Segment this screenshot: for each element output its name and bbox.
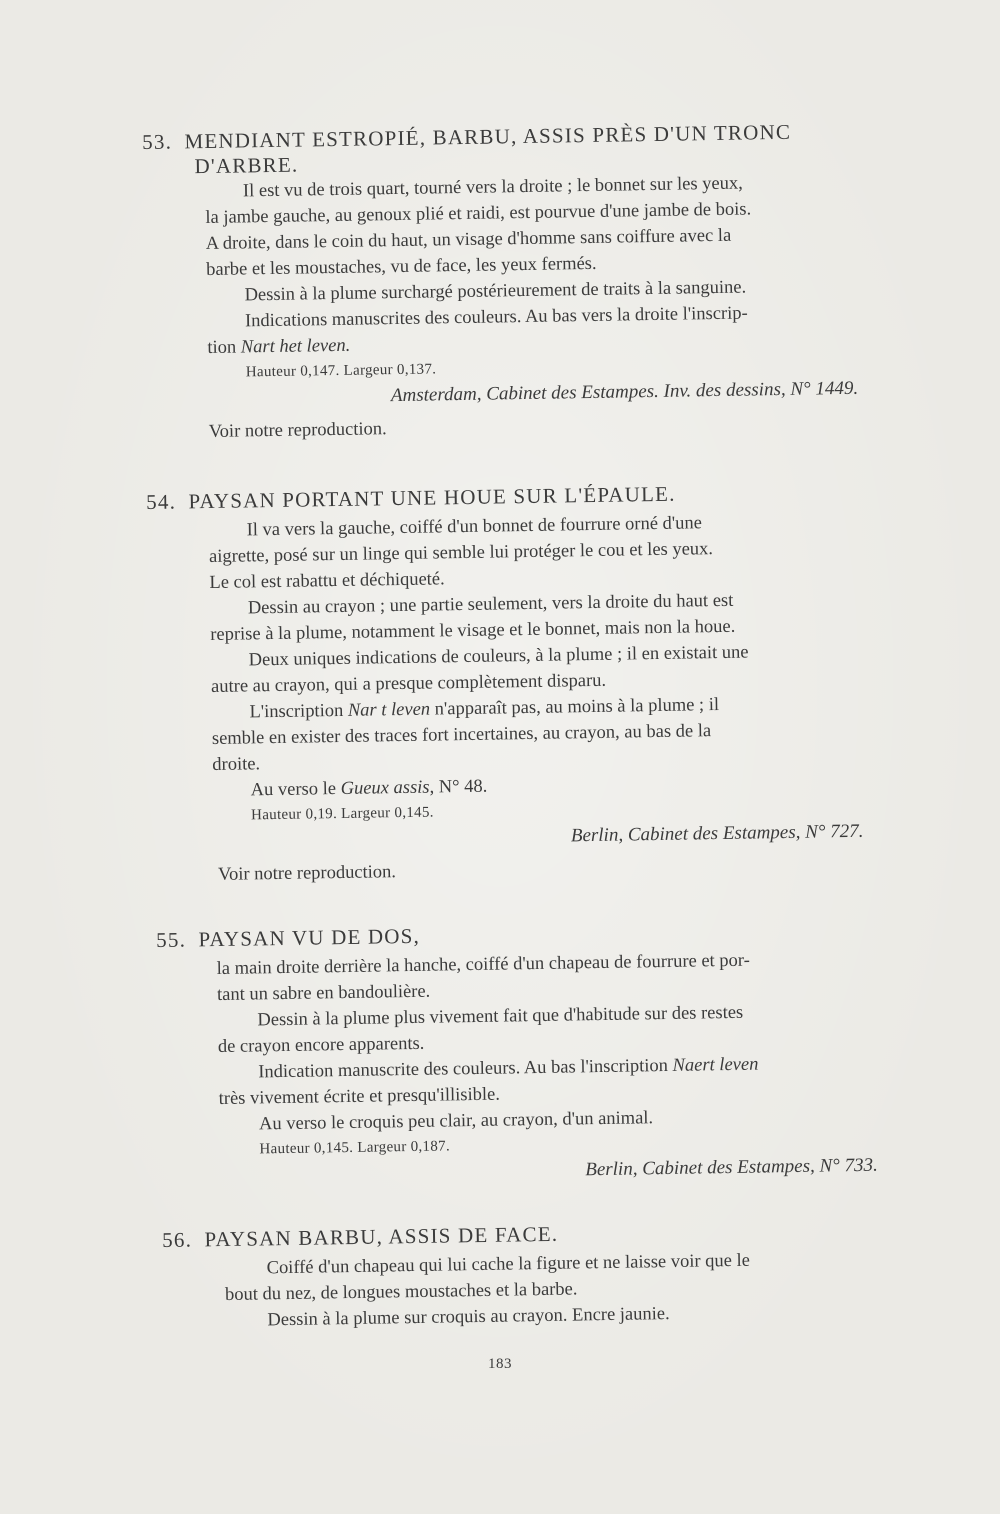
- text-run: tion: [207, 337, 241, 358]
- collection-location: Berlin, Cabinet des Estampes, N° 727.: [570, 820, 864, 847]
- text-run: , N° 48.: [429, 776, 488, 798]
- paragraph-line: Indications manuscrites des couleurs. Au bas vers la droite l'inscrip-: [244, 303, 748, 332]
- paragraph-line: semble en exister des traces fort incertaines, au crayon, au bas de la: [211, 721, 712, 749]
- paragraph-line: Deux uniques indications de couleurs, à la plume ; il en existait une: [248, 642, 749, 671]
- entry-title: MENDIANT ESTROPIÉ, BARBU, ASSIS PRÈS D'UN TRONC: [184, 119, 792, 154]
- paragraph-line: tant un sabre en bandoulière.: [216, 981, 431, 1006]
- entry-title: PAYSAN BARBU, ASSIS DE FACE.: [204, 1221, 559, 1252]
- dimensions: Hauteur 0,19. Largeur 0,145.: [250, 804, 434, 824]
- text-run: L'inscription: [249, 700, 349, 723]
- collection-location: Berlin, Cabinet des Estampes, N° 733.: [585, 1154, 878, 1181]
- inscription-text: Naert leven: [672, 1054, 759, 1076]
- paragraph-line: Au verso le croquis peu clair, au crayon, d'un animal.: [258, 1108, 654, 1135]
- dimensions: Hauteur 0,145. Largeur 0,187.: [259, 1138, 451, 1158]
- paragraph-line: Coiffé d'un chapeau qui lui cache la figure et ne laisse voir que le: [266, 1250, 751, 1279]
- catalogue-entry-55: [156, 917, 878, 1191]
- reproduction-note: Voir notre reproduction.: [217, 862, 397, 885]
- paragraph-line: aigrette, posé sur un linge qui semble lui protéger le cou et les yeux.: [208, 539, 714, 568]
- inscription-text: Nart het leven.: [240, 335, 351, 358]
- paragraph-line: Dessin au crayon ; une partie seulement, vers la droite du haut est: [247, 590, 734, 619]
- text-run: Indication manuscrite des couleurs. Au bas l'inscription: [258, 1055, 673, 1083]
- paragraph-line: Il est vu de trois quart, tourné vers la droite ; le bonnet sur les yeux,: [242, 173, 743, 202]
- paragraph-line: reprise à la plume, notamment le visage et le bonnet, mais non la houe.: [210, 616, 736, 646]
- paragraph-line: bout du nez, de longues moustaches et la barbe.: [224, 1279, 578, 1306]
- page-number: 183: [488, 1356, 512, 1372]
- paragraph-line: Il va vers la gauche, coiffé d'un bonnet de fourrure orné d'une: [246, 513, 703, 541]
- paragraph-line: la jambe gauche, au genoux plié et raidi, est pourvue d'une jambe de bois.: [205, 199, 752, 229]
- verso-title: Gueux assis: [340, 777, 430, 799]
- paragraph-line: Dessin à la plume sur croquis au crayon. Encre jaunie.: [267, 1304, 670, 1331]
- entry-heading: [162, 1219, 750, 1253]
- paragraph-line: très vivement écrite et presqu'illisible.: [218, 1084, 501, 1110]
- entry-title: PAYSAN PORTANT UNE HOUE SUR L'ÉPAULE.: [188, 481, 676, 514]
- entry-number: 54.: [146, 489, 177, 514]
- paragraph-line: de crayon encore apparents.: [217, 1033, 425, 1058]
- catalogue-entry-56: [162, 1219, 751, 1335]
- catalogue-entry-54: [146, 479, 864, 889]
- paragraph-line: barbe et les moustaches, vu de face, les yeux fermés.: [206, 253, 597, 281]
- reproduction-note: Voir notre reproduction.: [208, 419, 387, 442]
- entry-title: PAYSAN VU DE DOS,: [198, 923, 421, 952]
- entry-title-continued: D'ARBRE.: [194, 152, 299, 179]
- paragraph-line: la main droite derrière la hanche, coiffé d'un chapeau de fourrure et por-: [216, 950, 750, 980]
- paragraph-line: droite.: [212, 754, 261, 775]
- text-run: Au verso le: [250, 778, 341, 801]
- collection-location: Amsterdam, Cabinet des Estampes. Inv. des dessins, N° 1449.: [390, 377, 859, 407]
- entry-number: 53.: [142, 129, 173, 154]
- catalogue-entry-53: [142, 119, 859, 446]
- paragraph-line: Dessin à la plume surchargé postérieurement de traits à la sanguine.: [244, 277, 747, 306]
- inscription-text: Nar t leven: [347, 699, 431, 721]
- dimensions: Hauteur 0,147. Largeur 0,137.: [245, 361, 437, 381]
- paragraph-line: Le col est rabattu et déchiqueté.: [209, 569, 445, 594]
- paragraph-line: autre au crayon, qui a presque complètement disparu.: [210, 670, 607, 698]
- entry-number: 55.: [156, 927, 187, 952]
- entry-number: 56.: [162, 1227, 193, 1252]
- paragraph-line: Dessin à la plume plus vivement fait que d'habitude sur des restes: [257, 1002, 744, 1031]
- text-run: n'apparaît pas, au moins à la plume ; il: [429, 695, 720, 720]
- paragraph-line: A droite, dans le coin du haut, un visage d'homme sans coiffure avec la: [205, 225, 732, 255]
